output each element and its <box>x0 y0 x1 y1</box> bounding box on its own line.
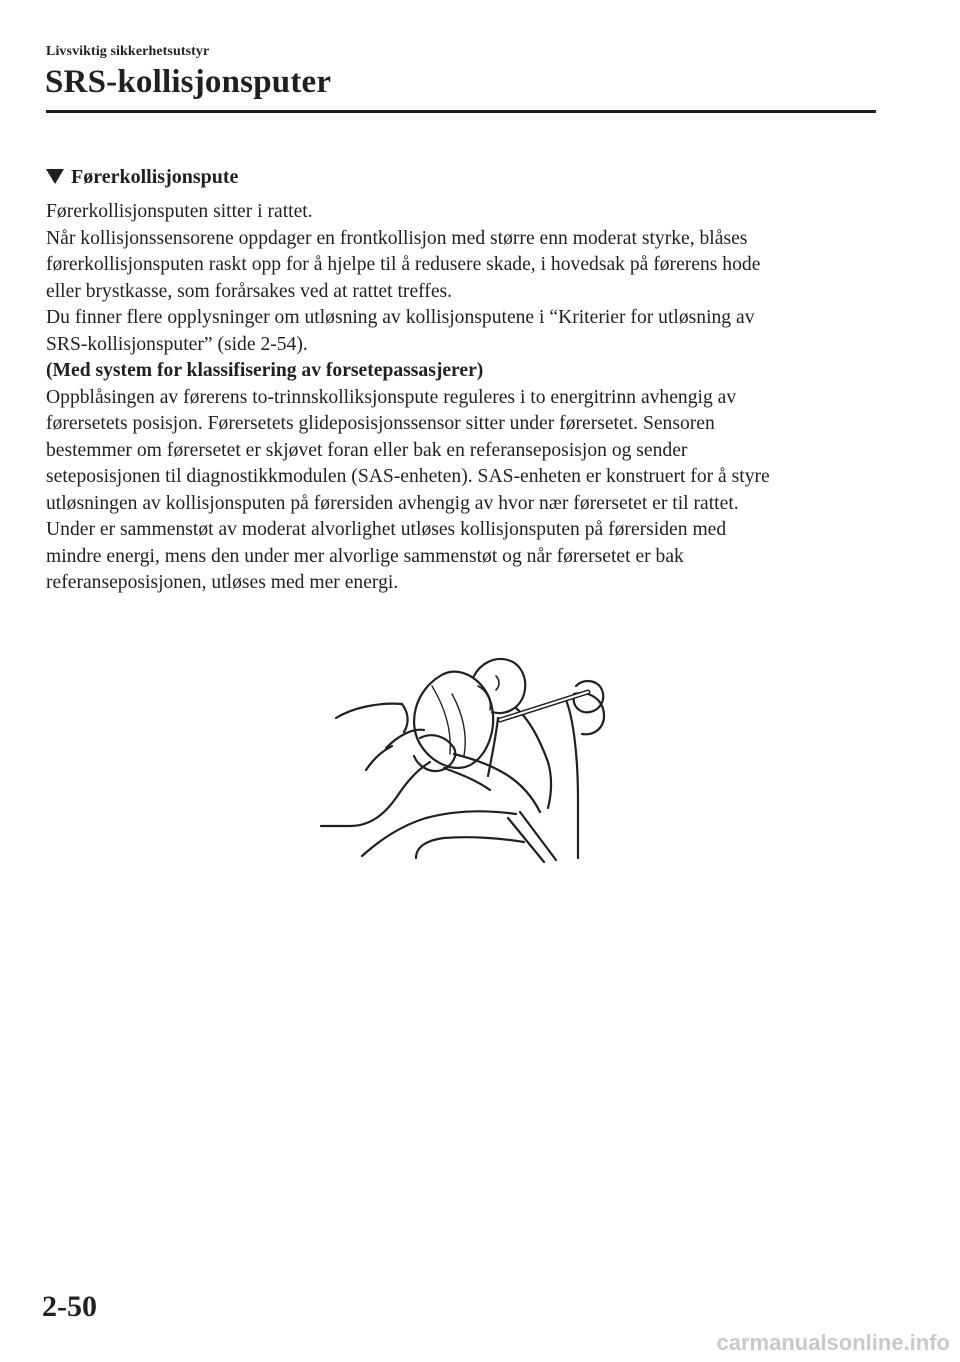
body-line: seteposisjonen til diagnostikkmodulen (SAS-enheten). SAS-enheten er konstruert for å styre <box>46 466 770 487</box>
page-number: 2-50 <box>42 1290 97 1323</box>
breadcrumb: Livsviktig sikkerhetsutstyr <box>46 44 210 59</box>
body-line: utløsningen av kollisjonsputen på førersiden avhengig av hvor nær førersetet er til rattet. <box>46 492 739 514</box>
body-line: Under er sammenstøt av moderat alvorlighet utløses kollisjonsputen på førersiden med <box>46 519 727 540</box>
page-title: SRS-kollisjonsputer <box>45 64 332 100</box>
section-heading-text: Førerkollisjonspute <box>71 166 239 188</box>
watermark: carmanualsonline.info <box>716 1330 950 1355</box>
body-line: Oppblåsingen av førerens to-trinnskolliksjonspute reguleres i to energitrinn avhengig av <box>46 386 737 408</box>
body-line: eller brystkasse, som forårsakes ved at rattet treffes. <box>46 280 453 302</box>
body-line: referanseposisjonen, utløses med mer energi. <box>46 572 399 593</box>
body-text <box>46 199 886 597</box>
driver-airbag-illustration <box>300 640 620 870</box>
body-line: Når kollisjonssensorene oppdager en frontkollisjon med større enn moderat styrke, blåses <box>46 227 748 249</box>
title-divider <box>46 110 876 113</box>
body-line: Du finner flere opplysninger om utløsning av kollisjonsputene i “Kriterier for utløsning av <box>46 307 755 328</box>
triangle-down-icon <box>46 169 64 184</box>
section-heading <box>46 164 238 190</box>
body-line: mindre energi, mens den under mer alvorlige sammenstøt og når førersetet er bak <box>46 545 684 567</box>
body-subheading: (Med system for klassifisering av forsetepassasjerer) <box>46 360 484 381</box>
body-line: SRS-kollisjonsputer” (side 2-54). <box>46 333 308 355</box>
body-line: bestemmer om førersetet er skjøvet foran eller bak en referanseposisjon og sender <box>46 439 688 461</box>
body-line: førerkollisjonsputen raskt opp for å hjelpe til å redusere skade, i hovedsak på førerens hode <box>46 254 761 275</box>
body-line: Førerkollisjonsputen sitter i rattet. <box>46 201 313 222</box>
body-line: førersetets posisjon. Førersetets glideposisjonssensor sitter under førersetet. Sensoren <box>46 413 715 434</box>
